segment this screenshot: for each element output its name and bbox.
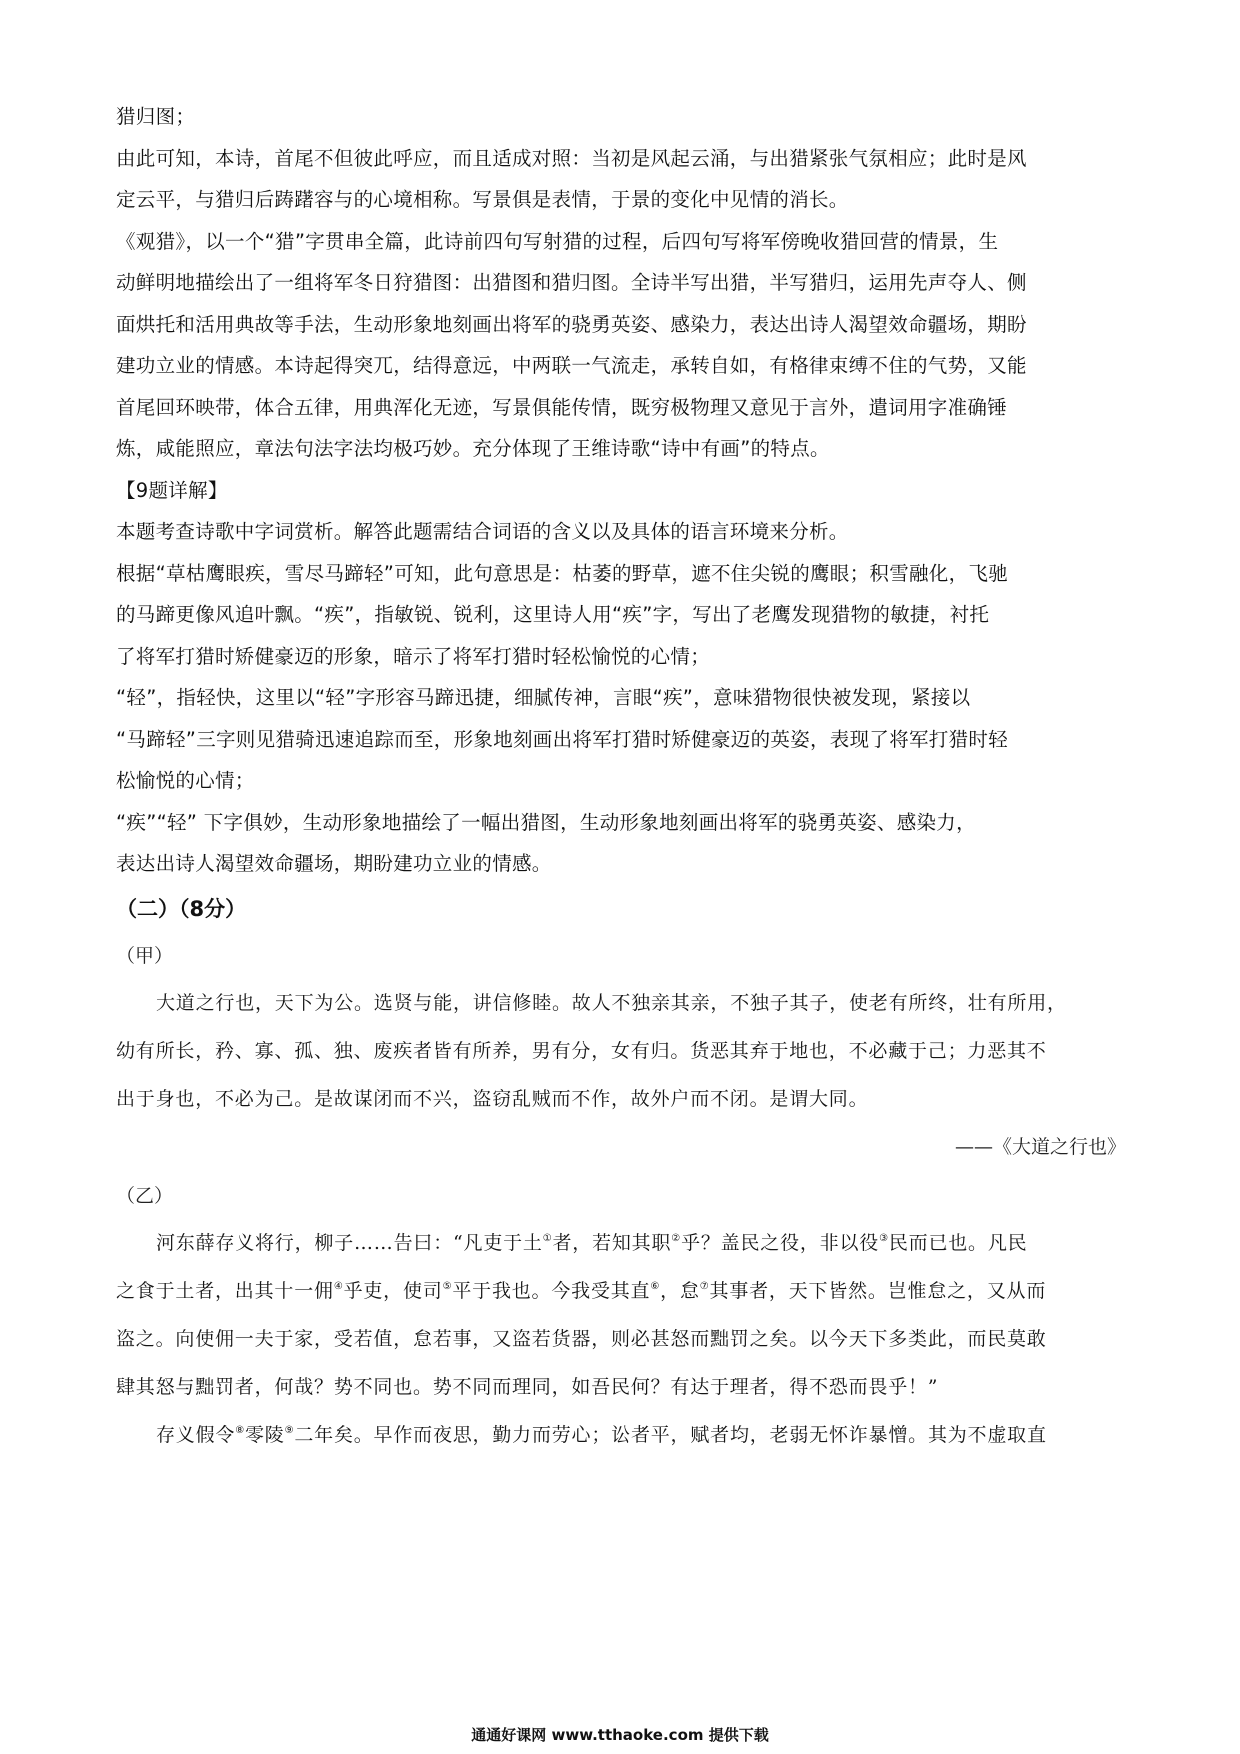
footnote-marker: ⑥: [650, 1280, 661, 1292]
question-heading: 【9题详解】: [116, 478, 228, 502]
classic-line: 大道之行也，天下为公。选贤与能，讲信修睦。故人不独亲其亲，不独子其子，使老有所终，壮有所用，: [156, 991, 1067, 1014]
footnote-marker: ③: [879, 1232, 889, 1244]
text-line: “轻”，指轻快，这里以“轻”字形容马蹄迅捷，细腻传神，言眼“疾”，意味猎物很快被发现，紧接以: [116, 686, 971, 709]
text-line: 面烘托和活用典故等手法，生动形象地刻画出将军的骁勇英姿、感染力，表达出诗人渴望效命疆场，期盼: [116, 312, 1027, 336]
footnote-marker: ⑤: [442, 1280, 453, 1292]
classic-line: 幼有所长，矜、寡、孤、独、废疾者皆有所养，男有分，女有归。货恶其弃于地也，不必藏于己；力恶其不: [116, 1039, 1047, 1062]
passage-yi: [116, 1219, 1126, 1459]
text-segment: 者，若知其职: [552, 1231, 672, 1254]
passage-label-yi: （乙）: [116, 1184, 174, 1207]
text-segment: 平于我也。今我受其直: [452, 1279, 651, 1302]
footnote-marker: ①: [542, 1232, 553, 1244]
footnote-marker: ④: [333, 1280, 344, 1292]
text-line: 根据“草枯鹰眼疾，雪尽马蹄轻”可知，此句意思是：枯萎的野草，遮不住尖锐的鹰眼；积雪融化，飞驰: [116, 561, 1009, 585]
text-line: 建功立业的情感。本诗起得突兀，结得意远，中两联一气流走，承转自如，有格律束缚不住的气势，又能: [116, 354, 1027, 377]
text-line: “疾”“轻” 下字俱妙，生动形象地描绘了一幅出猎图，生动形象地刻画出将军的骁勇英姿、感染力，: [116, 810, 976, 834]
text-line: “马蹄轻”三字则见猎骑迅速追踪而至，形象地刻画出将军打猎时矫健豪迈的英姿，表现了将军打猎时轻: [116, 727, 1009, 751]
classic-line: [116, 1411, 1126, 1459]
text-line: 猎归图；: [116, 105, 196, 128]
classic-line: [116, 1219, 1126, 1267]
text-segment: 其事者，天下皆然。岂惟怠之，又从而: [709, 1279, 1047, 1302]
section-title: （二）（8分）: [116, 896, 247, 921]
text-segment: ，怠: [660, 1279, 700, 1302]
classic-line: 出于身也，不必为己。是故谋闭而不兴，盗窃乱贼而不作，故外户而不闭。是谓大同。: [116, 1087, 869, 1110]
classic-line: 肆其怒与黜罚者，何哉？势不同也。势不同而理同，如吾民何？有达于理者，得不恐而畏乎！”: [116, 1375, 939, 1398]
footnote-marker: ⑦: [699, 1280, 710, 1292]
text-line: 首尾回环映带，体合五律，用典浑化无迹，写景俱能传情，既穷极物理又意见于言外，遣词用字准确锤: [116, 395, 1008, 419]
passage-source: ——《大道之行也》: [954, 1135, 1126, 1158]
page-footer: 通通好课网 www.tthaoke.com 提供下载: [471, 1726, 769, 1744]
classic-line: 盗之。向使佣一夫于家，受若值，怠若事，又盗若货器，则必甚怒而黜罚之矣。以今天下多类此，而民莫敢: [116, 1327, 1047, 1350]
text-segment: 二年矣。早作而夜思，勤力而劳心；讼者平，赋者均，老弱无怀诈暴憎。其为不虚取直: [294, 1423, 1047, 1446]
text-line: 炼，咸能照应，章法句法字法均极巧妙。充分体现了王维诗歌“诗中有画”的特点。: [116, 437, 830, 460]
text-segment: 民而已也。凡民: [888, 1231, 1028, 1254]
text-line: 《观猎》，以一个“猎”字贯串全篇，此诗前四句写射猎的过程，后四句写将军傍晚收猎回营的情景，生: [116, 229, 999, 253]
document-body: [116, 96, 1126, 1459]
text-line: 了将军打猎时矫健豪迈的形象，暗示了将军打猎时轻松愉悦的心情；: [116, 644, 711, 668]
text-segment: 存义假令: [156, 1423, 236, 1446]
footnote-marker: ⑧: [235, 1424, 245, 1436]
footnote-marker: ②: [671, 1232, 682, 1244]
text-line: 表达出诗人渴望效命疆场，期盼建功立业的情感。: [116, 852, 552, 875]
text-line: 由此可知，本诗，首尾不但彼此呼应，而且适成对照：当初是风起云涌，与出猎紧张气氛相应；此时是风: [116, 146, 1027, 170]
classic-line: [116, 1267, 1126, 1315]
passage-label-jia: （甲）: [116, 944, 174, 967]
text-segment: 零陵: [244, 1423, 285, 1446]
text-segment: 之食于土者，出其十一佣: [116, 1279, 334, 1302]
text-line: 松愉悦的心情；: [116, 769, 255, 792]
text-line: 定云平，与猎归后踌躇容与的心境相称。写景俱是表情，于景的变化中见情的消长。: [116, 188, 849, 211]
text-segment: 乎吏，使司: [343, 1279, 443, 1302]
passage-jia: [116, 979, 1126, 1171]
text-segment: 河东薛存义将行，柳子……告曰：“凡吏于土: [156, 1231, 543, 1254]
text-segment: 乎？盖民之役，非以役: [681, 1231, 880, 1254]
footnote-marker: ⑨: [284, 1424, 295, 1436]
text-line: 的马蹄更像风追叶飘。“疾”，指敏锐、锐利，这里诗人用“疾”字，写出了老鹰发现猎物的敏捷，衬托: [116, 603, 990, 626]
text-line: 本题考查诗歌中字词赏析。解答此题需结合词语的含义以及具体的语言环境来分析。: [116, 520, 849, 543]
text-line: 动鲜明地描绘出了一组将军冬日狩猎图：出猎图和猎归图。全诗半写出猎，半写猎归，运用先声夺人、侧: [116, 271, 1027, 294]
